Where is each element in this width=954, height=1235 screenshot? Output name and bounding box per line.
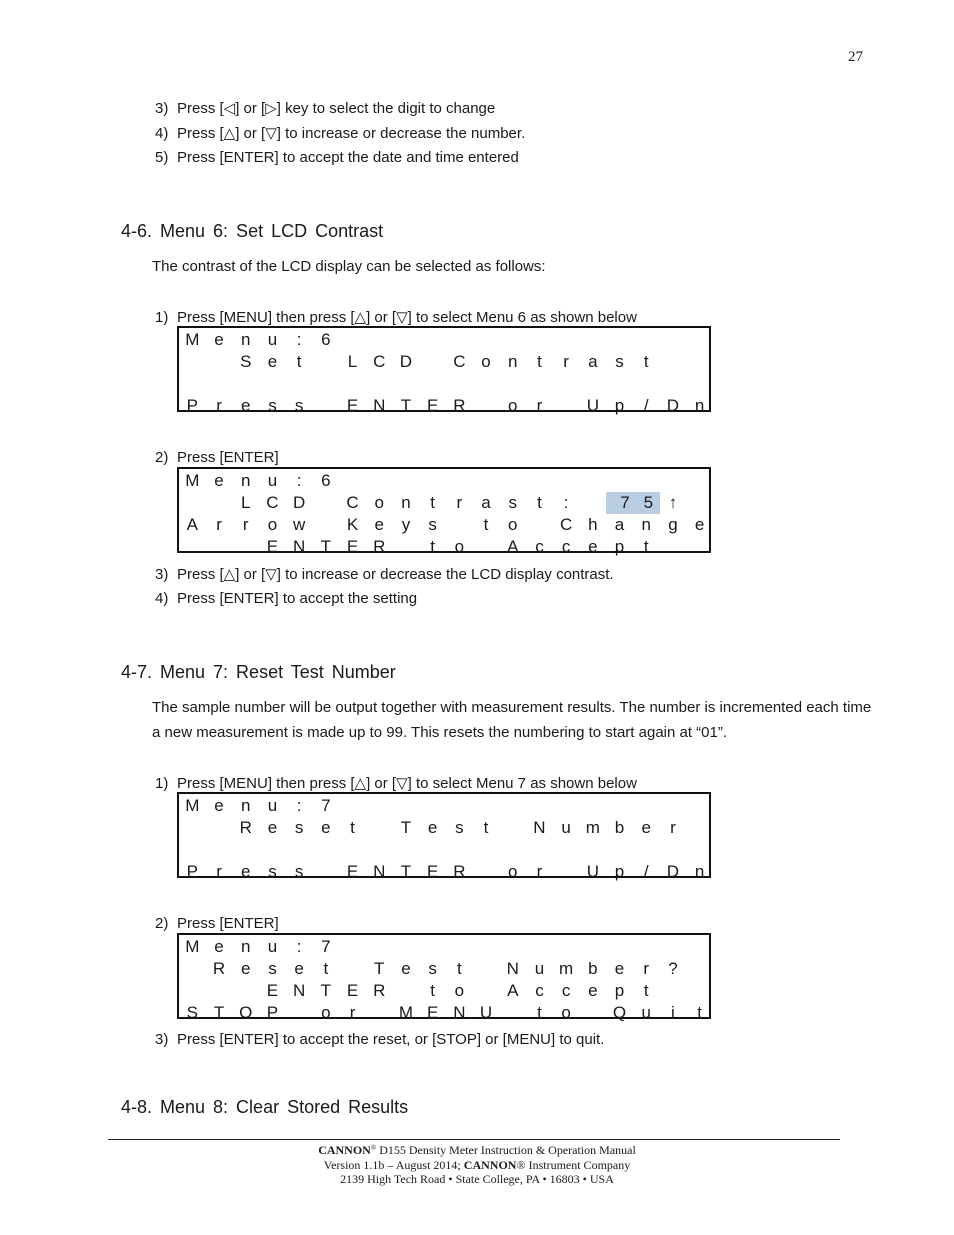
section-paragraph: The sample number will be output together with measurement results. The number is incremented each time a new measurement is made up to 99. This resets the numbering to start again at “01”.	[152, 699, 872, 741]
lcd-display: P r e s s E N T E R o r U p / D n S e t L C D C o n t r a s t M e n u : 6	[177, 326, 711, 412]
step-item: 3) Press [ENTER] to accept the reset, or [STOP] or [MENU] to quit.	[155, 1031, 605, 1048]
step-item: 4) Press [△] or [▽] to increase or decrease the number.	[155, 125, 526, 142]
section-heading: 4-8. Menu 8: Clear Stored Results	[121, 1097, 409, 1117]
step-item: 4) Press [ENTER] to accept the setting	[155, 590, 418, 607]
footer-line-1: CANNON® D155 Density Meter Instruction & Operation Manual	[318, 1143, 636, 1157]
step-item: 1) Press [MENU] then press [△] or [▽] to select Menu 6 as shown below	[155, 309, 637, 326]
section-heading: 4-6. Menu 6: Set LCD Contrast	[121, 221, 384, 241]
footer-line-3: 2139 High Tech Road • State College, PA • 16803 • USA	[340, 1172, 614, 1186]
step-item: 3) Press [△] or [▽] to increase or decrease the LCD display contrast.	[155, 566, 614, 583]
up-arrow-icon: ↑	[668, 493, 678, 512]
step-item: 3) Press [◁] or [▷] key to select the digit to change	[155, 100, 496, 117]
section-intro: The contrast of the LCD display can be selected as follows:	[152, 258, 546, 275]
step-item: 5) Press [ENTER] to accept the date and time entered	[155, 149, 519, 166]
step-item: 2) Press [ENTER]	[155, 449, 279, 466]
footer-line-2: Version 1.1b – August 2014; CANNON® Instrument Company	[323, 1158, 631, 1172]
lcd-display: P r e s s E N T E R o r U p / D n R e s e t T e s t N u m b e r M e n u : 7	[177, 792, 711, 878]
page-number: 27	[848, 49, 863, 65]
lcd-display: S T O P o r M E N U t o Q u i t E N T E R t o A c c e p t R e s e t T e s t N u m b e r ? M e n u : 7	[177, 933, 711, 1019]
section-heading: 4-7. Menu 7: Reset Test Number	[121, 662, 396, 682]
contrast-value: 75	[606, 492, 659, 514]
lcd-display: E N T E R t o A c c e p t A r r o w K e y s t o C h a n g e L C D C o n t r a s t : M e n u : 6 75 ↑	[177, 467, 711, 553]
step-item: 1) Press [MENU] then press [△] or [▽] to select Menu 7 as shown below	[155, 775, 637, 792]
footer-divider	[108, 1139, 840, 1140]
step-item: 2) Press [ENTER]	[155, 915, 279, 932]
